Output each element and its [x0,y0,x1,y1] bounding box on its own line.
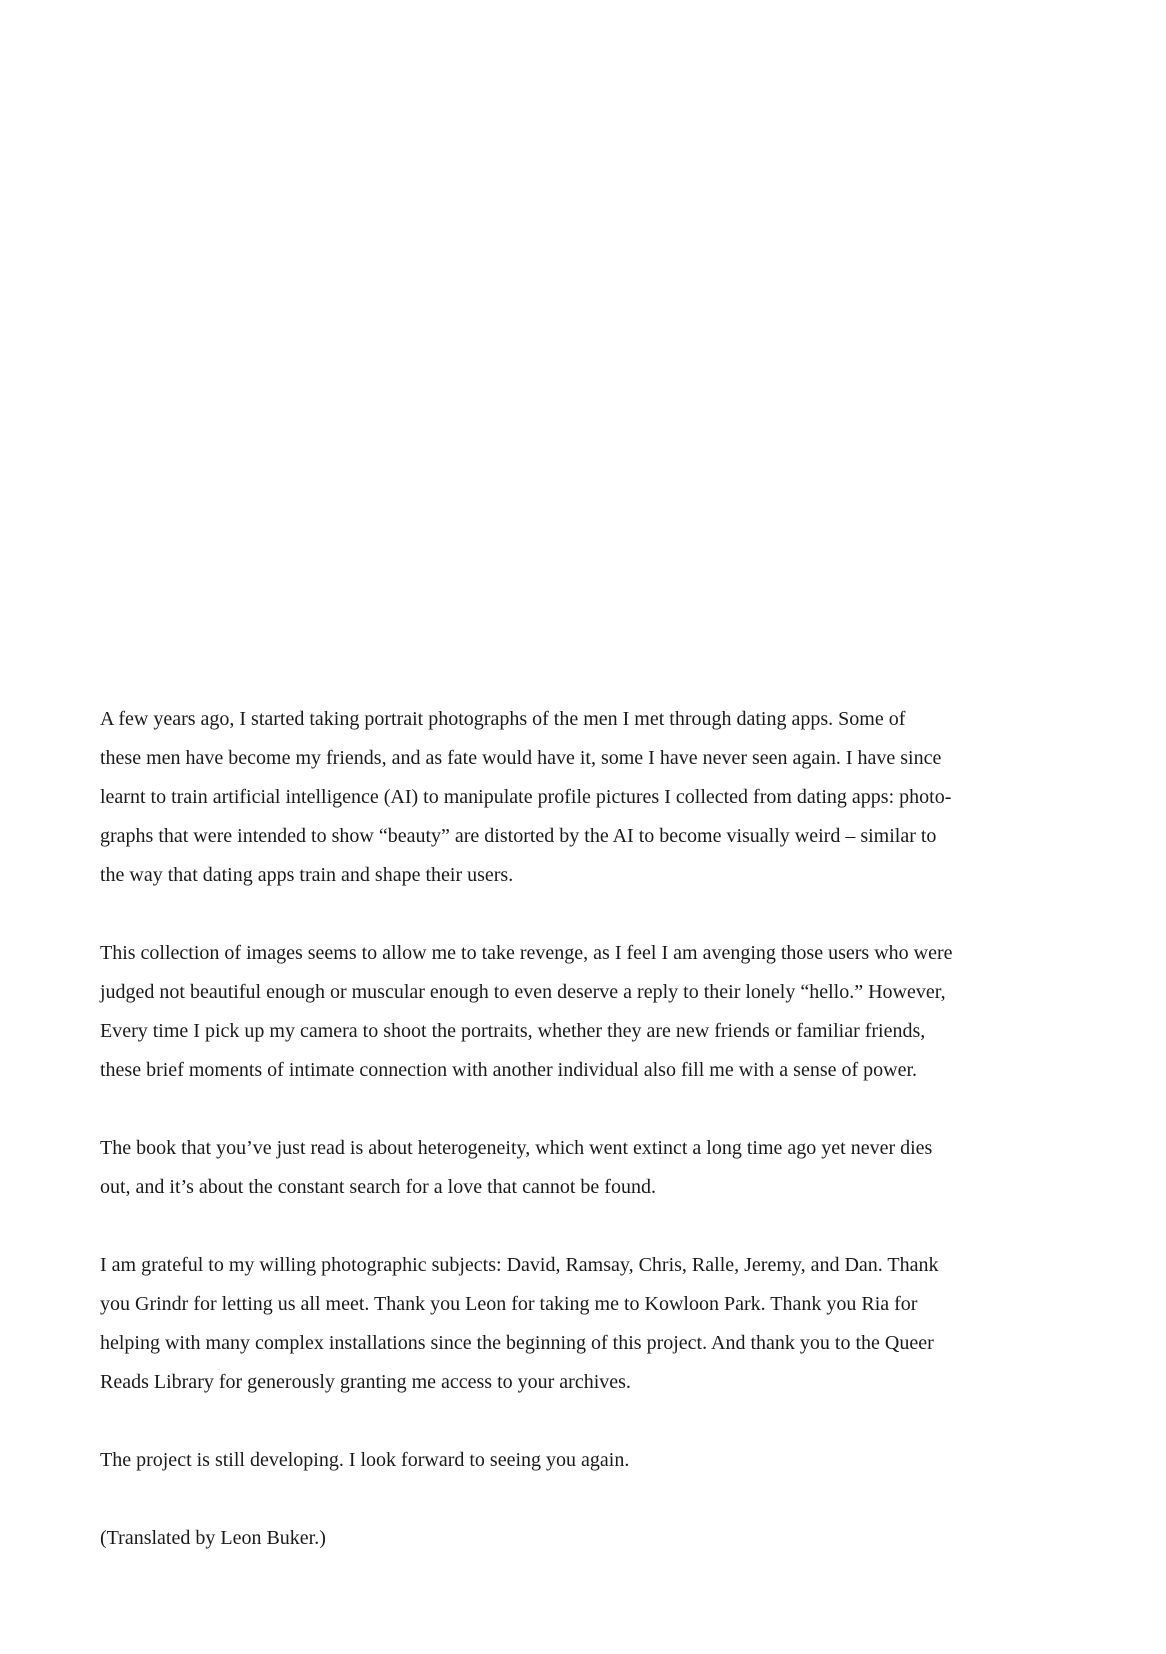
paragraph-intro [100,700,1080,895]
text-line: out, and it’s about the constant search for a love that cannot be found. [100,1176,656,1198]
text-line: The project is still developing. I look forward to seeing you again. [100,1449,630,1471]
text-line: Every time I pick up my camera to shoot the portraits, whether they are new friends or familiar friends, [100,1020,926,1042]
text-line: graphs that were intended to show “beauty” are distorted by the AI to become visually weird – similar to [100,825,937,847]
body-text [100,700,1080,1597]
text-line: A few years ago, I started taking portrait photographs of the men I met through dating apps. Some of [100,708,906,730]
text-line: these men have become my friends, and as fate would have it, some I have never seen again. I have since [100,747,942,769]
text-line: the way that dating apps train and shape their users. [100,864,514,886]
text-line: helping with many complex installations since the beginning of this project. And thank you to the Queer [100,1332,934,1354]
text-line: you Grindr for letting us all meet. Thank you Leon for taking me to Kowloon Park. Thank you Ria for [100,1293,918,1315]
text-line: Reads Library for generously granting me access to your archives. [100,1371,631,1393]
text-line: I am grateful to my willing photographic subjects: David, Ramsay, Chris, Ralle, Jeremy, and Dan. Thank [100,1254,939,1276]
text-line: these brief moments of intimate connection with another individual also fill me with a sense of power. [100,1059,918,1081]
paragraph-closing [100,1441,1080,1480]
text-line: (Translated by Leon Buker.) [100,1527,326,1549]
translator-credit [100,1519,1080,1558]
text-line: This collection of images seems to allow me to take revenge, as I feel I am avenging those users who were [100,942,953,964]
text-line: The book that you’ve just read is about heterogeneity, which went extinct a long time ago yet never dies [100,1137,933,1159]
paragraph-acknowledgements [100,1246,1080,1402]
paragraph-revenge [100,934,1080,1090]
text-line: judged not beautiful enough or muscular enough to even deserve a reply to their lonely “hello.” However, [100,981,946,1003]
text-line: learnt to train artificial intelligence (AI) to manipulate profile pictures I collected from dating apps: photo- [100,786,952,808]
paragraph-book [100,1129,1080,1207]
